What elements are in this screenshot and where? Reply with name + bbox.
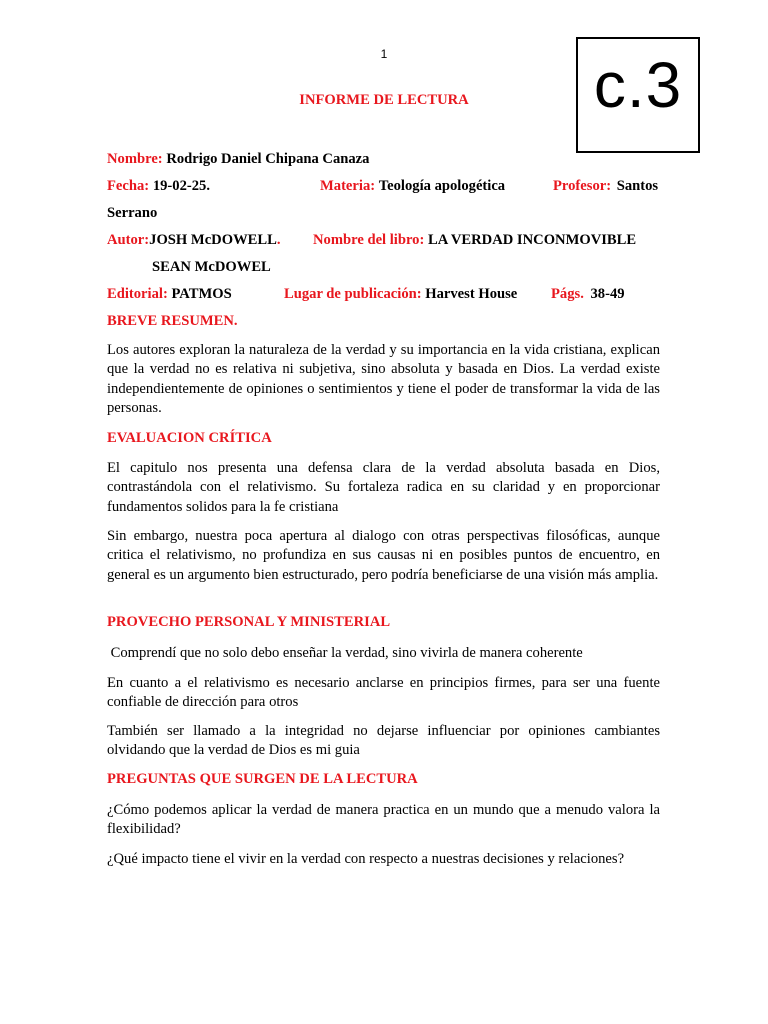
profesor-line <box>553 178 658 195</box>
document-title: INFORME DE LECTURA <box>299 92 469 108</box>
provecho-paragraph-3: También ser llamado a la integridad no dejarse influenciar por opiniones cambiantes olvidando que la verdad de Dios es mi guia <box>107 723 660 759</box>
profesor-value-second: Serrano <box>107 205 158 221</box>
autor-label: Autor: <box>107 232 150 248</box>
autor-value-second: SEAN McDOWEL <box>152 259 271 275</box>
evaluacion-heading: EVALUACION CRÍTICA <box>107 430 272 446</box>
pags-value: 38-49 <box>590 286 625 302</box>
libro-line <box>313 232 636 249</box>
libro-label: Nombre del libro: <box>313 232 425 248</box>
page-number: 1 <box>380 47 388 61</box>
provecho-paragraph-2: En cuanto a el relativismo es necesario anclarse en principios firmes, para ser una fuente confiable de dirección para otros <box>107 675 660 711</box>
autor-value-first: JOSH McDOWELL <box>149 232 277 248</box>
materia-value: Teología apologética <box>378 178 506 194</box>
pags-line <box>551 286 625 303</box>
preguntas-heading: PREGUNTAS QUE SURGEN DE LA LECTURA <box>107 771 418 787</box>
evaluacion-paragraph-1: El capitulo nos presenta una defensa clara de la verdad absoluta basada en Dios, contrastándola con el relativismo. Su fortaleza radica en su claridad y en proporcionar fundamentos solidos para la fe cristiana <box>107 460 660 515</box>
evaluacion-paragraph-2: Sin embargo, nuestra poca apertura al dialogo con otras perspectivas filosóficas, aunque critica el relativismo, no profundiza en sus causas ni en posibles puntos de encuentro, en general es un argumento bien estructurado, pero podría beneficiarse de una visión más amplia. <box>107 528 660 583</box>
editorial-line <box>107 286 232 303</box>
resumen-heading: BREVE RESUMEN. <box>107 313 238 329</box>
lugar-label: Lugar de publicación: <box>284 286 422 302</box>
resumen-paragraph: Los autores exploran la naturaleza de la verdad y su importancia en la vida cristiana, explican que la verdad no es relativa ni subjetiva, sino absoluta y basada en Dios. La verdad existe independientemente de opiniones o sentimientos y tiene el poder de transformar la vida de las personas. <box>107 342 660 416</box>
editorial-label: Editorial: <box>107 286 168 302</box>
nombre-line <box>107 151 369 168</box>
autor-line <box>107 232 281 249</box>
preguntas-paragraph-1: ¿Cómo podemos aplicar la verdad de manera practica en un mundo que a menudo valora la flexibilidad? <box>107 802 660 838</box>
provecho-paragraph-1: Comprendí que no solo debo enseñar la verdad, sino vivirla de manera coherente <box>107 645 583 661</box>
pags-label: Págs. <box>551 286 584 302</box>
provecho-heading: PROVECHO PERSONAL Y MINISTERIAL <box>107 614 391 630</box>
fecha-line <box>107 178 210 195</box>
editorial-value: PATMOS <box>171 286 232 302</box>
nombre-value: Rodrigo Daniel Chipana Canaza <box>166 151 370 167</box>
fecha-label: Fecha: <box>107 178 150 194</box>
preguntas-paragraph-2: ¿Qué impacto tiene el vivir en la verdad con respecto a nuestras decisiones y relaciones? <box>107 851 625 867</box>
lugar-line <box>284 286 517 303</box>
profesor-value-first: Santos <box>616 178 659 194</box>
profesor-label: Profesor: <box>553 178 612 194</box>
nombre-label: Nombre: <box>107 151 163 167</box>
fecha-value: 19-02-25. <box>152 178 210 194</box>
lugar-value: Harvest House <box>425 286 518 302</box>
libro-value: LA VERDAD INCONMOVIBLE <box>428 232 637 248</box>
autor-dot: . <box>276 232 281 248</box>
materia-line <box>320 178 505 195</box>
materia-label: Materia: <box>320 178 376 194</box>
grade-stamp: c.3 <box>593 49 683 121</box>
